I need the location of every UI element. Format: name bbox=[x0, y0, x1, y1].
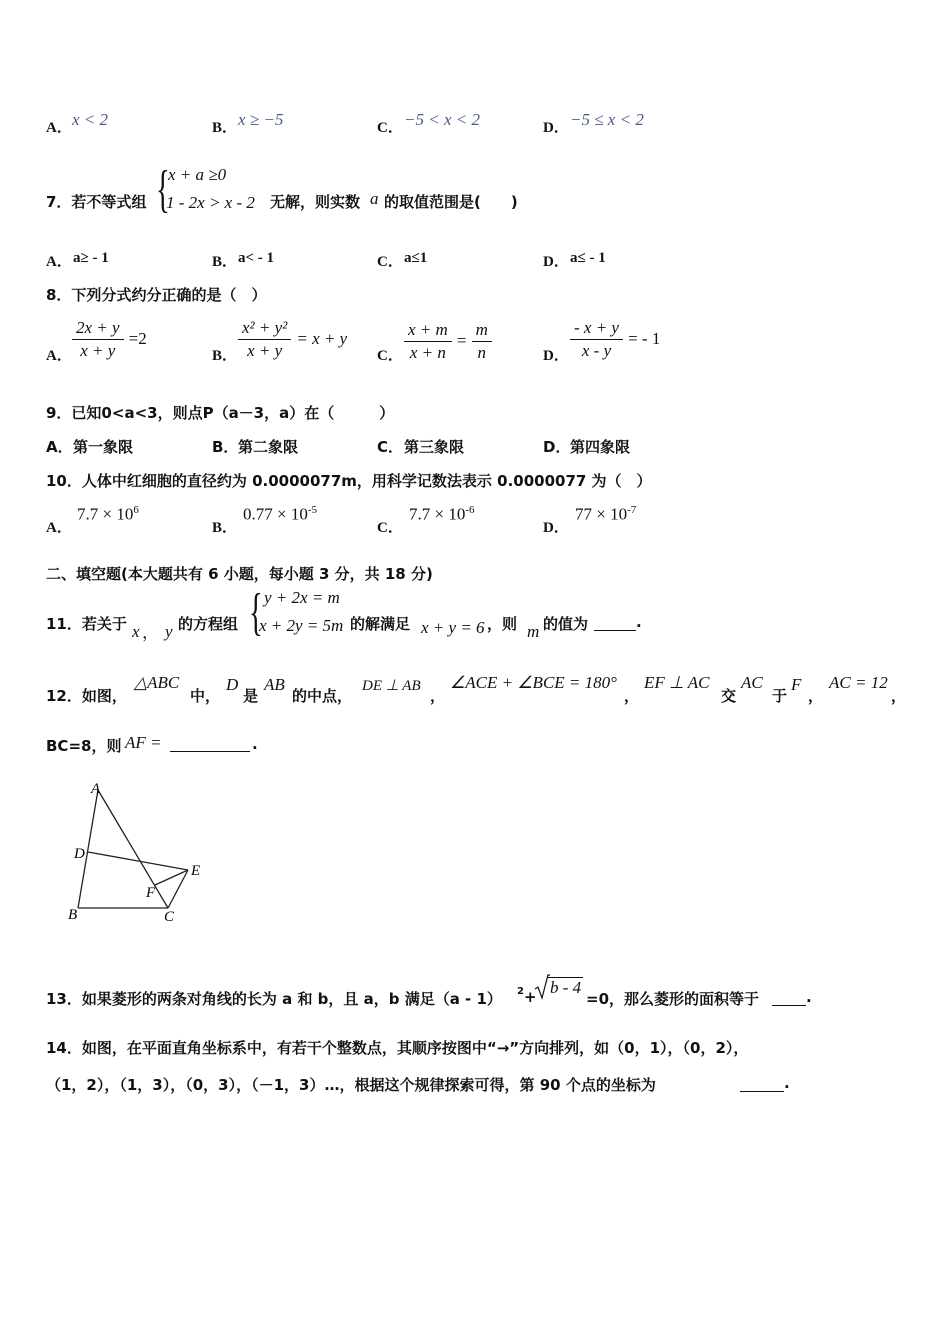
q10-option-b-expr bbox=[243, 504, 317, 525]
q13-sup: 2 bbox=[517, 986, 524, 997]
q12-triangle-figure bbox=[60, 780, 220, 930]
q11-then: ，则 bbox=[487, 615, 518, 633]
q11-mid: 的方程组 bbox=[178, 615, 239, 633]
q8-option-c-label: C． bbox=[377, 348, 403, 364]
q9-option-a-label: A． bbox=[46, 438, 73, 456]
q8-stem: 8．下列分式约分正确的是（ ） bbox=[46, 286, 267, 304]
q6-option-b-label: B． bbox=[212, 120, 238, 136]
q6-option-b-expr: x ≥ −5 bbox=[238, 110, 284, 129]
q8-b-num: x² + y² bbox=[238, 318, 291, 340]
q8-option-d-expr bbox=[570, 318, 660, 361]
q11-end: . bbox=[636, 613, 642, 631]
q6-option-d-expr: −5 ≤ x < 2 bbox=[570, 110, 644, 129]
q12-AB: AB bbox=[264, 675, 285, 694]
q10-a-base: 7.7 × 10 bbox=[77, 504, 134, 524]
q7-suffix-b: 的取值范围是( ) bbox=[384, 193, 518, 211]
q8-a-num: 2x + y bbox=[72, 318, 124, 340]
q12-AC: AC bbox=[741, 673, 763, 692]
q9-option-d-text: 第四象限 bbox=[570, 438, 631, 456]
q7-line2: 1 - 2x > x - 2 bbox=[166, 193, 255, 212]
q8-option-c-expr: $\frac{x + m}{x + n}$ = $\frac{m}{n}$ bbox=[404, 320, 492, 363]
label-A: A bbox=[91, 781, 101, 797]
segment-EC bbox=[168, 870, 188, 908]
q10-option-c-label: C． bbox=[377, 520, 403, 536]
q8-d-num: - x + y bbox=[570, 318, 623, 340]
q10-option-b-label: B． bbox=[212, 520, 238, 536]
q9-option-b-text: 第二象限 bbox=[238, 438, 299, 456]
q13-answer-blank bbox=[772, 991, 806, 1006]
segment-AC bbox=[98, 790, 168, 908]
label-E: E bbox=[191, 863, 201, 879]
q8-option-a-expr bbox=[72, 318, 147, 361]
q12-prefix: 12．如图， bbox=[46, 687, 127, 705]
q14-answer-blank bbox=[740, 1077, 784, 1092]
q8-a-den: x + y bbox=[80, 341, 116, 360]
q11-brace: { bbox=[249, 584, 263, 641]
q6-option-d-label: D． bbox=[543, 120, 569, 136]
q6-option-a-label: A． bbox=[46, 120, 72, 136]
q12-answer-blank bbox=[170, 737, 250, 752]
q11-y: y bbox=[165, 622, 173, 641]
q8-c-rhs-den: n bbox=[477, 343, 486, 362]
q7-option-d-label: D． bbox=[543, 254, 569, 270]
q10-option-a-label: A． bbox=[46, 520, 72, 536]
q7-brace: { bbox=[156, 161, 170, 218]
q13-plus: + bbox=[524, 988, 537, 1006]
q12-angle: ∠ACE + ∠BCE = 180° bbox=[450, 673, 617, 692]
q11-answer-blank bbox=[594, 616, 636, 631]
q11-x: x bbox=[132, 622, 140, 641]
q11-line1: y + 2x = m bbox=[264, 588, 340, 607]
q12-c4: ， bbox=[891, 687, 907, 705]
q6-option-a-expr: x < 2 bbox=[72, 110, 109, 129]
q10-option-a-expr bbox=[77, 504, 139, 525]
q11-sat: 的解满足 bbox=[350, 615, 411, 633]
q12-t1: 中， bbox=[190, 687, 221, 705]
q11-comma: ， bbox=[142, 623, 159, 642]
q12-perp1: DE ⊥ AB bbox=[362, 678, 421, 694]
q12-line2-prefix: BC=8，则 bbox=[46, 737, 122, 755]
q14-end: . bbox=[784, 1074, 790, 1092]
q12-t3: 的中点， bbox=[292, 687, 353, 705]
q12-ac-value: AC = 12 bbox=[829, 673, 888, 692]
q10-d-exp: -7 bbox=[627, 504, 637, 516]
section-2-heading: 二、填空题(本大题共有 6 小题，每小题 3 分，共 18 分) bbox=[46, 565, 433, 583]
q7-option-d-expr: a≤ - 1 bbox=[570, 250, 606, 266]
q7-var: a bbox=[370, 189, 379, 208]
q9-option-d-label: D． bbox=[543, 438, 571, 456]
q8-a-rhs: =2 bbox=[128, 329, 147, 348]
label-F: F bbox=[146, 885, 156, 901]
q11-tail: 的值为 bbox=[543, 615, 589, 633]
q13-sqrt-arg: b - 4 bbox=[550, 978, 582, 997]
q12-D: D bbox=[226, 675, 239, 694]
label-B: B bbox=[68, 907, 78, 923]
q9-option-b-label: B． bbox=[212, 438, 239, 456]
q10-c-base: 7.7 × 10 bbox=[409, 504, 466, 524]
q7-option-a-expr: a≥ - 1 bbox=[73, 250, 109, 266]
q8-option-a-label: A． bbox=[46, 348, 72, 364]
q9-option-c-label: C． bbox=[377, 438, 404, 456]
q8-d-rhs: = - 1 bbox=[628, 329, 661, 348]
q14-line2: （1，2），（1，3），（0，3），（－1，3）…，根据这个规律探索可得，第 90 个点的坐标为 bbox=[46, 1076, 656, 1094]
q11-prefix: 11．若关于 bbox=[46, 615, 127, 633]
q9-option-a-text: 第一象限 bbox=[73, 438, 134, 456]
q9-stem: 9．已知0<a<3，则点P（a－3，a）在（ ） bbox=[46, 404, 395, 422]
q12-c3: ， bbox=[808, 687, 824, 705]
q14-line1: 14．如图，在平面直角坐标系中，有若干个整数点，其顺序按图中“→”方向排列，如（0，1），（0，2）， bbox=[46, 1039, 749, 1057]
q10-stem: 10．人体中红细胞的直径约为 0.0000077m，用科学记数法表示 0.0000077 为（ ） bbox=[46, 472, 652, 490]
q8-c-rhs-num: m bbox=[472, 320, 492, 342]
q12-triangle: △ABC bbox=[134, 673, 180, 692]
q13-end: . bbox=[806, 988, 812, 1006]
segment-EF bbox=[155, 870, 188, 885]
q11-m: m bbox=[527, 622, 540, 641]
q12-t5: 于 bbox=[772, 687, 788, 705]
q8-option-b-expr bbox=[238, 318, 347, 361]
q8-d-den: x - y bbox=[581, 341, 612, 360]
q11-line2: x + 2y = 5m bbox=[259, 616, 344, 635]
q10-c-exp: -6 bbox=[465, 504, 475, 516]
q8-option-b-label: B． bbox=[212, 348, 238, 364]
q12-t2: 是 bbox=[243, 687, 259, 705]
q6-option-c-expr: −5 < x < 2 bbox=[404, 110, 480, 129]
q12-c2: ， bbox=[624, 687, 640, 705]
q13-suffix: =0，那么菱形的面积等于 bbox=[586, 990, 760, 1008]
q7-option-b-expr: a< - 1 bbox=[238, 250, 275, 266]
q8-option-d-label: D． bbox=[543, 348, 569, 364]
q12-c1: ， bbox=[430, 687, 446, 705]
label-D: D bbox=[74, 846, 85, 862]
q10-b-exp: -5 bbox=[307, 504, 318, 516]
q12-end: . bbox=[252, 735, 258, 753]
q7-prefix: 7．若不等式组 bbox=[46, 193, 147, 211]
q8-b-den: x + y bbox=[247, 341, 283, 360]
q7-option-c-expr: a≤1 bbox=[404, 250, 428, 266]
q7-option-b-label: B． bbox=[212, 254, 238, 270]
q10-d-base: 77 × 10 bbox=[575, 504, 628, 524]
q10-option-d-label: D． bbox=[543, 520, 569, 536]
q11-cond: x + y = 6 bbox=[421, 618, 485, 637]
segment-DE bbox=[88, 852, 188, 870]
q8-c-den: x + n bbox=[409, 343, 446, 362]
q7-option-c-label: C． bbox=[377, 254, 403, 270]
q8-b-rhs: = x + y bbox=[296, 329, 348, 348]
q12-F: F bbox=[791, 675, 802, 694]
q12-af: AF = bbox=[125, 733, 162, 752]
q8-c-num: x + m bbox=[404, 320, 452, 342]
q13-prefix: 13．如果菱形的两条对角线的长为 a 和 b，且 a，b 满足（a - 1） bbox=[46, 990, 502, 1008]
q6-option-c-label: C． bbox=[377, 120, 403, 136]
label-C: C bbox=[164, 909, 175, 925]
q10-a-exp: 6 bbox=[133, 504, 139, 516]
q7-line1: x + a ≥0 bbox=[168, 165, 227, 184]
q9-option-c-text: 第三象限 bbox=[404, 438, 465, 456]
q12-t4: 交 bbox=[721, 687, 737, 705]
q10-option-d-expr bbox=[575, 504, 636, 525]
q7-suffix-a: 无解，则实数 bbox=[270, 193, 361, 211]
q7-option-a-label: A． bbox=[46, 254, 72, 270]
q10-option-c-expr bbox=[409, 504, 475, 525]
q10-b-base: 0.77 × 10 bbox=[243, 504, 308, 524]
q12-perp2: EF ⊥ AC bbox=[644, 673, 710, 692]
